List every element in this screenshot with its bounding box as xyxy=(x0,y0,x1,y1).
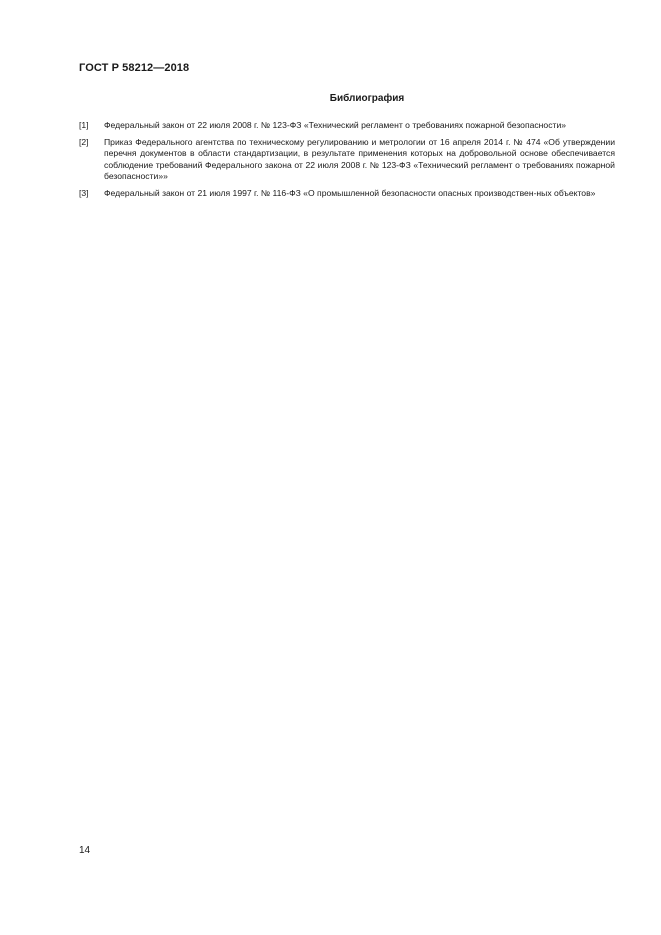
bibliography-entry xyxy=(79,120,615,132)
page-number: 14 xyxy=(79,845,91,856)
bibliography-entry-text: Федеральный закон от 22 июля 2008 г. № 123-ФЗ «Технический регламент о требованиях пожарной безопасности» xyxy=(104,120,567,130)
bibliography-entry-number: [2] xyxy=(79,136,89,147)
bibliography-entry-number: [3] xyxy=(79,187,89,198)
bibliography-entry xyxy=(79,137,615,183)
bibliography-list xyxy=(79,120,615,204)
bibliography-entry-text: Приказ Федерального агентства по техническому регулированию и метрологии от 16 апреля 2014 г. № 474 «Об утверждении перечня документов в области стандартизации, в результате применения которых на добровольной основе обеспечивается соблюдение требований Федерального закона от 22 июля 2008 г. № 123-ФЗ «Технический регламент о требованиях пожарной безопасности»» xyxy=(104,136,615,181)
bibliography-entry xyxy=(79,188,615,200)
bibliography-entry-text: Федеральный закон от 21 июля 1997 г. № 116-ФЗ «О промышленной безопасности опасных производствен-ных объектов» xyxy=(104,187,596,198)
section-title: Библиография xyxy=(329,93,405,104)
bibliography-entry-number: [1] xyxy=(79,120,89,130)
document-header: ГОСТ Р 58212—2018 xyxy=(79,62,190,74)
